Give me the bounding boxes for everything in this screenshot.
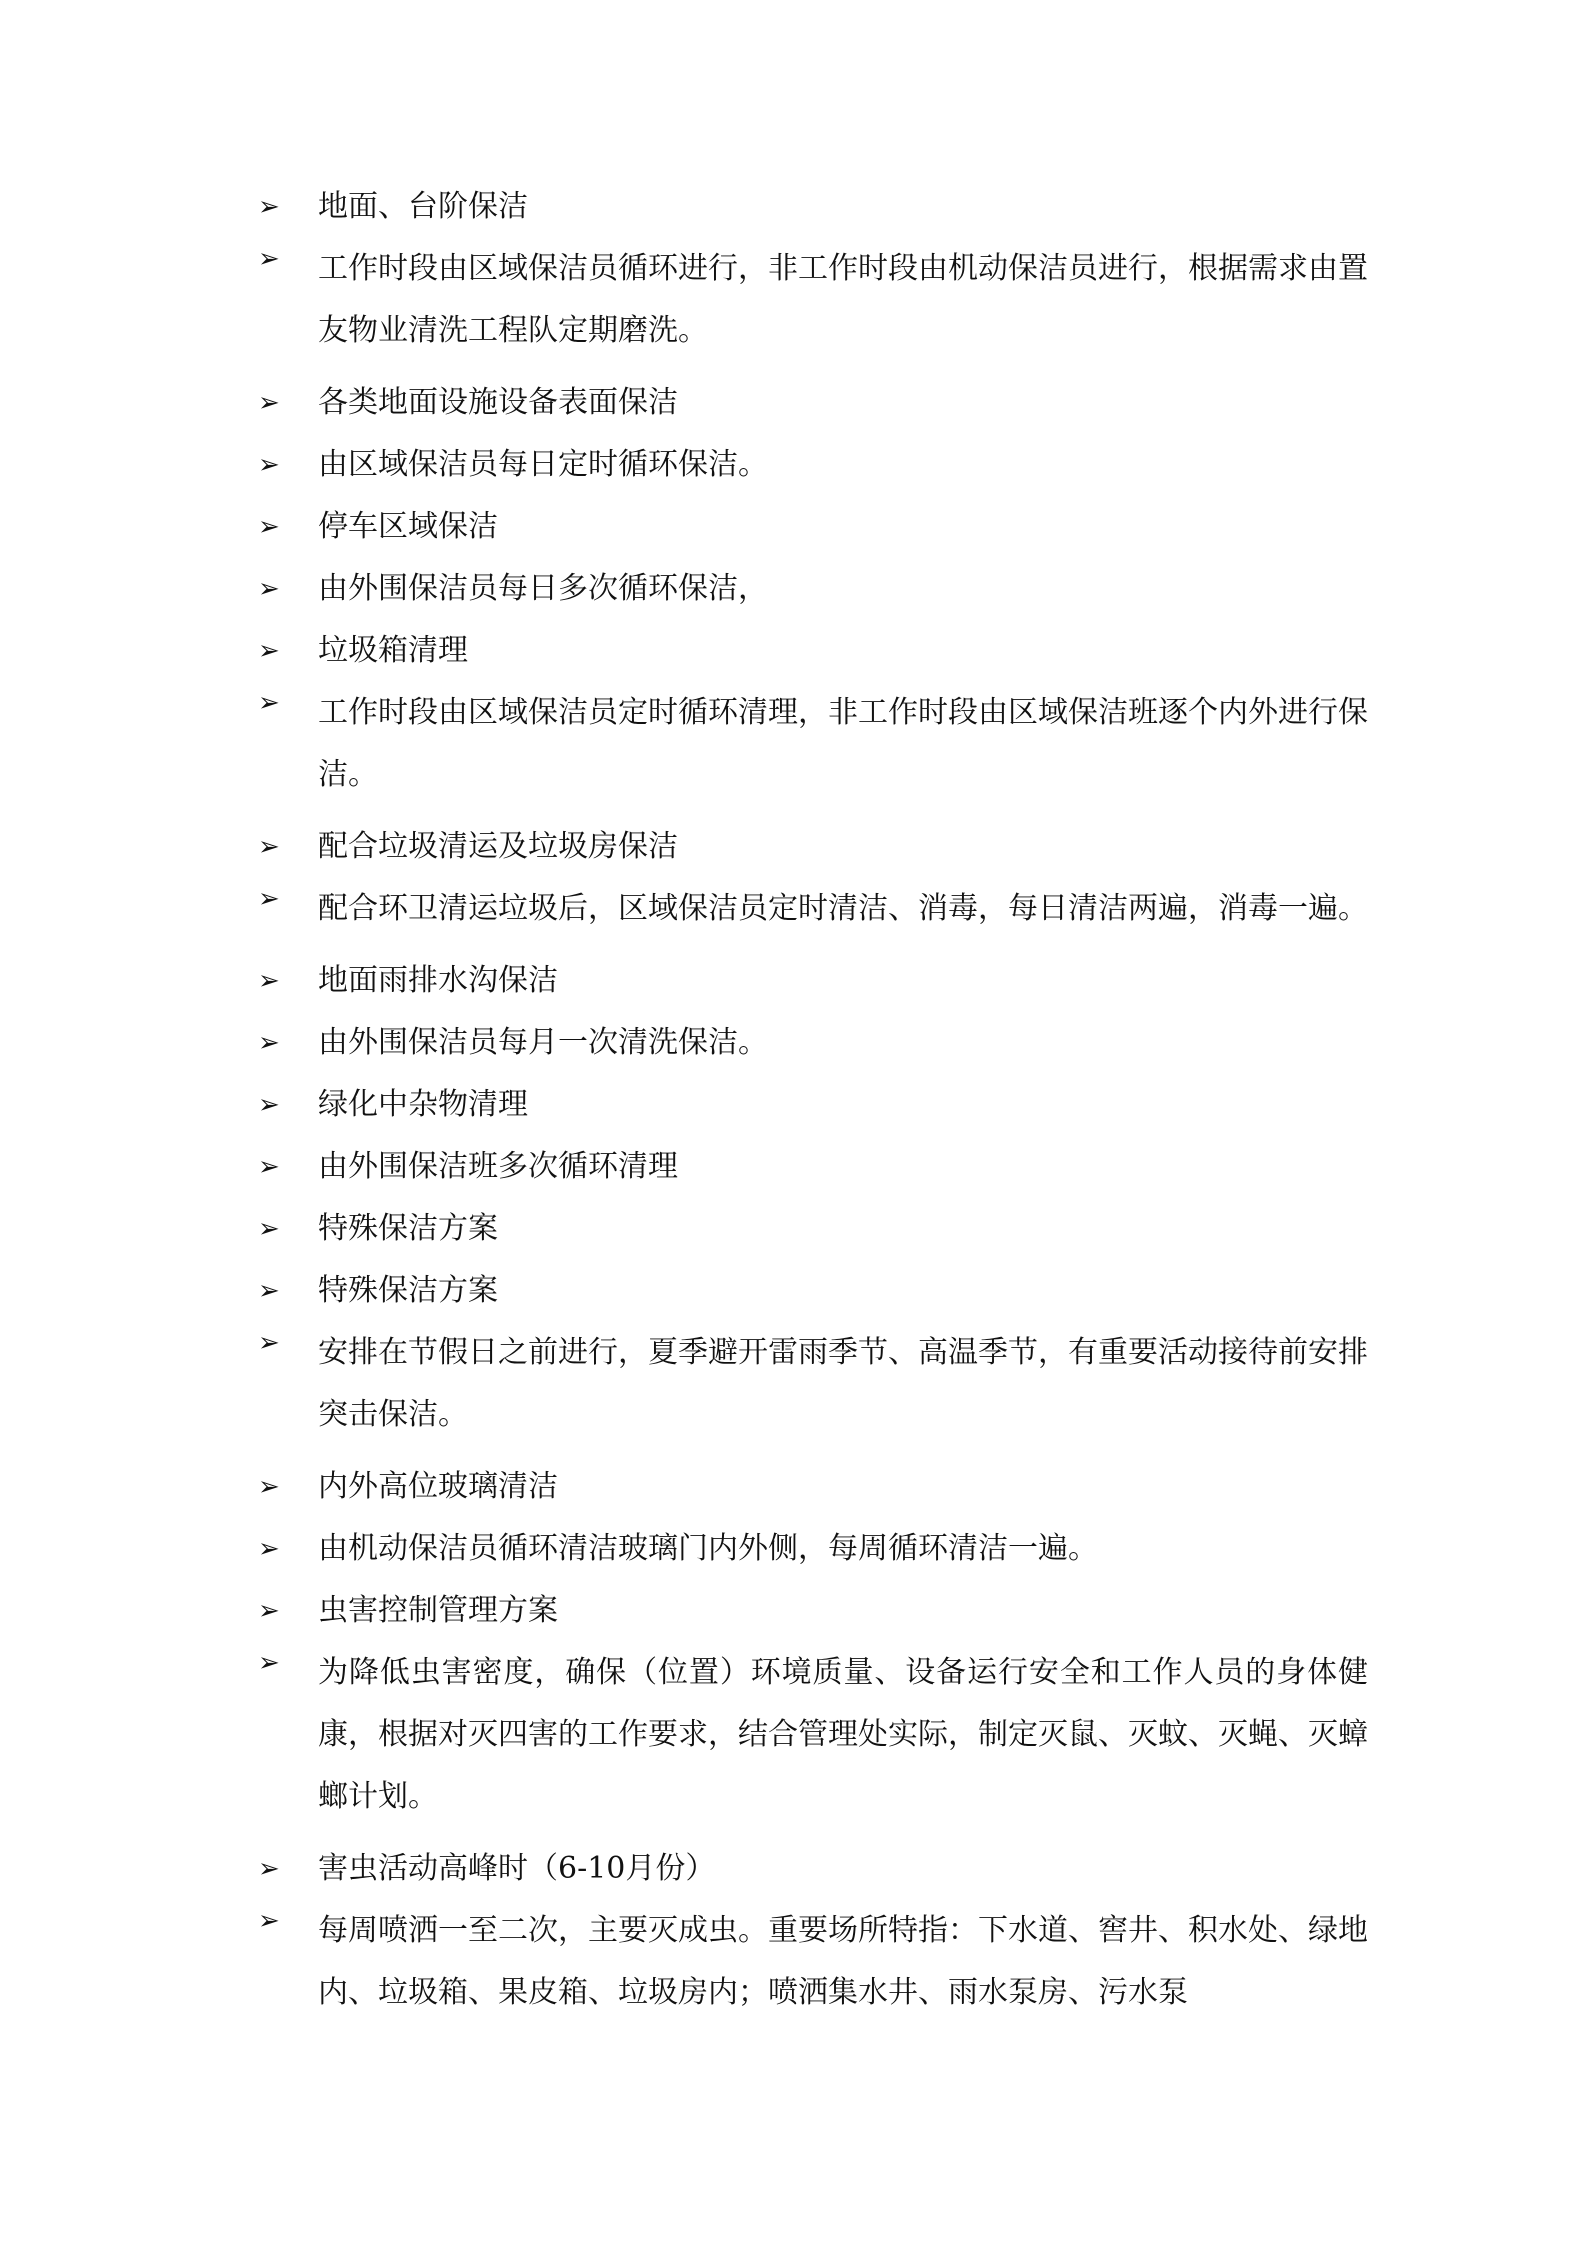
- list-item-text: 虫害控制管理方案: [318, 1593, 558, 1628]
- arrow-bullet-icon: ➢: [258, 832, 280, 862]
- list-item-text: 由机动保洁员循环清洁玻璃门内外侧，每周循环清洁一遍。: [318, 1531, 1098, 1566]
- list-item: [258, 960, 1368, 1002]
- list-item: [258, 1642, 1368, 1828]
- list-item: [258, 1466, 1368, 1508]
- arrow-bullet-icon: ➢: [258, 1152, 280, 1182]
- list-item-text: 停车区域保洁: [318, 509, 498, 544]
- list-item: [258, 444, 1368, 486]
- list-item: [258, 1590, 1368, 1632]
- list-item-text: 垃圾箱清理: [318, 633, 468, 668]
- list-item-text: 地面、台阶保洁: [318, 189, 528, 224]
- list-item: [258, 682, 1368, 806]
- arrow-bullet-icon: ➢: [258, 1472, 280, 1502]
- list-item: [258, 568, 1368, 610]
- list-item-text: 为降低虫害密度，确保（位置）环境质量、设备运行安全和工作人员的身体健康，根据对灭四害的工作要求，结合管理处实际，制定灭鼠、灭蚊、灭蝇、灭蟑螂计划。: [318, 1655, 1368, 1814]
- list-item-text: 由区域保洁员每日定时循环保洁。: [318, 447, 768, 482]
- list-item-text: 由外围保洁班多次循环清理: [318, 1149, 678, 1184]
- list-item-text: 各类地面设施设备表面保洁: [318, 385, 678, 420]
- list-item-text: 由外围保洁员每日多次循环保洁，: [318, 571, 768, 606]
- list-item: [258, 878, 1368, 940]
- arrow-bullet-icon: ➢: [258, 1276, 280, 1306]
- list-item: [258, 1900, 1368, 2024]
- arrow-bullet-icon: ➢: [258, 1214, 280, 1244]
- arrow-bullet-icon: ➢: [258, 966, 280, 996]
- arrow-bullet-icon: ➢: [258, 1854, 280, 1884]
- arrow-bullet-icon: ➢: [258, 512, 280, 542]
- list-item: [258, 826, 1368, 868]
- arrow-bullet-icon: ➢: [258, 1906, 280, 1936]
- list-item: [258, 1146, 1368, 1188]
- list-item: [258, 1084, 1368, 1126]
- arrow-bullet-icon: ➢: [258, 1028, 280, 1058]
- list-item: [258, 1528, 1368, 1570]
- arrow-bullet-icon: ➢: [258, 1596, 280, 1626]
- list-item-text: 每周喷洒一至二次，主要灭成虫。重要场所特指：下水道、窖井、积水处、绿地内、垃圾箱、果皮箱、垃圾房内；喷洒集水井、雨水泵房、污水泵: [318, 1913, 1368, 2010]
- arrow-bullet-icon: ➢: [258, 450, 280, 480]
- bullet-list: [258, 186, 1368, 2044]
- list-item-text: 配合环卫清运垃圾后，区域保洁员定时清洁、消毒，每日清洁两遍，消毒一遍。: [318, 891, 1368, 926]
- arrow-bullet-icon: ➢: [258, 636, 280, 666]
- arrow-bullet-icon: ➢: [258, 1648, 280, 1678]
- arrow-bullet-icon: ➢: [258, 574, 280, 604]
- list-item: [258, 186, 1368, 228]
- arrow-bullet-icon: ➢: [258, 688, 280, 718]
- list-item: [258, 1022, 1368, 1064]
- list-item-text: 安排在节假日之前进行，夏季避开雷雨季节、高温季节，有重要活动接待前安排突击保洁。: [318, 1335, 1368, 1432]
- list-item: [258, 1322, 1368, 1446]
- arrow-bullet-icon: ➢: [258, 244, 280, 274]
- arrow-bullet-icon: ➢: [258, 1328, 280, 1358]
- list-item-text: 害虫活动高峰时（6-10月份）: [318, 1851, 716, 1886]
- list-item-text: 特殊保洁方案: [318, 1211, 498, 1246]
- list-item: [258, 1208, 1368, 1250]
- list-item: [258, 238, 1368, 362]
- list-item-text: 工作时段由区域保洁员循环进行，非工作时段由机动保洁员进行，根据需求由置友物业清洗工程队定期磨洗。: [318, 251, 1368, 348]
- list-item-text: 绿化中杂物清理: [318, 1087, 528, 1122]
- list-item-text: 配合垃圾清运及垃圾房保洁: [318, 829, 678, 864]
- list-item-text: 由外围保洁员每月一次清洗保洁。: [318, 1025, 768, 1060]
- list-item: [258, 1270, 1368, 1312]
- arrow-bullet-icon: ➢: [258, 1534, 280, 1564]
- list-item: [258, 1848, 1368, 1890]
- arrow-bullet-icon: ➢: [258, 884, 280, 914]
- list-item: [258, 506, 1368, 548]
- list-item: [258, 630, 1368, 672]
- list-item-text: 工作时段由区域保洁员定时循环清理，非工作时段由区域保洁班逐个内外进行保洁。: [318, 695, 1368, 792]
- list-item: [258, 382, 1368, 424]
- arrow-bullet-icon: ➢: [258, 388, 280, 418]
- arrow-bullet-icon: ➢: [258, 1090, 280, 1120]
- list-item-text: 内外高位玻璃清洁: [318, 1469, 558, 1504]
- list-item-text: 特殊保洁方案: [318, 1273, 498, 1308]
- list-item-text: 地面雨排水沟保洁: [318, 963, 558, 998]
- arrow-bullet-icon: ➢: [258, 192, 280, 222]
